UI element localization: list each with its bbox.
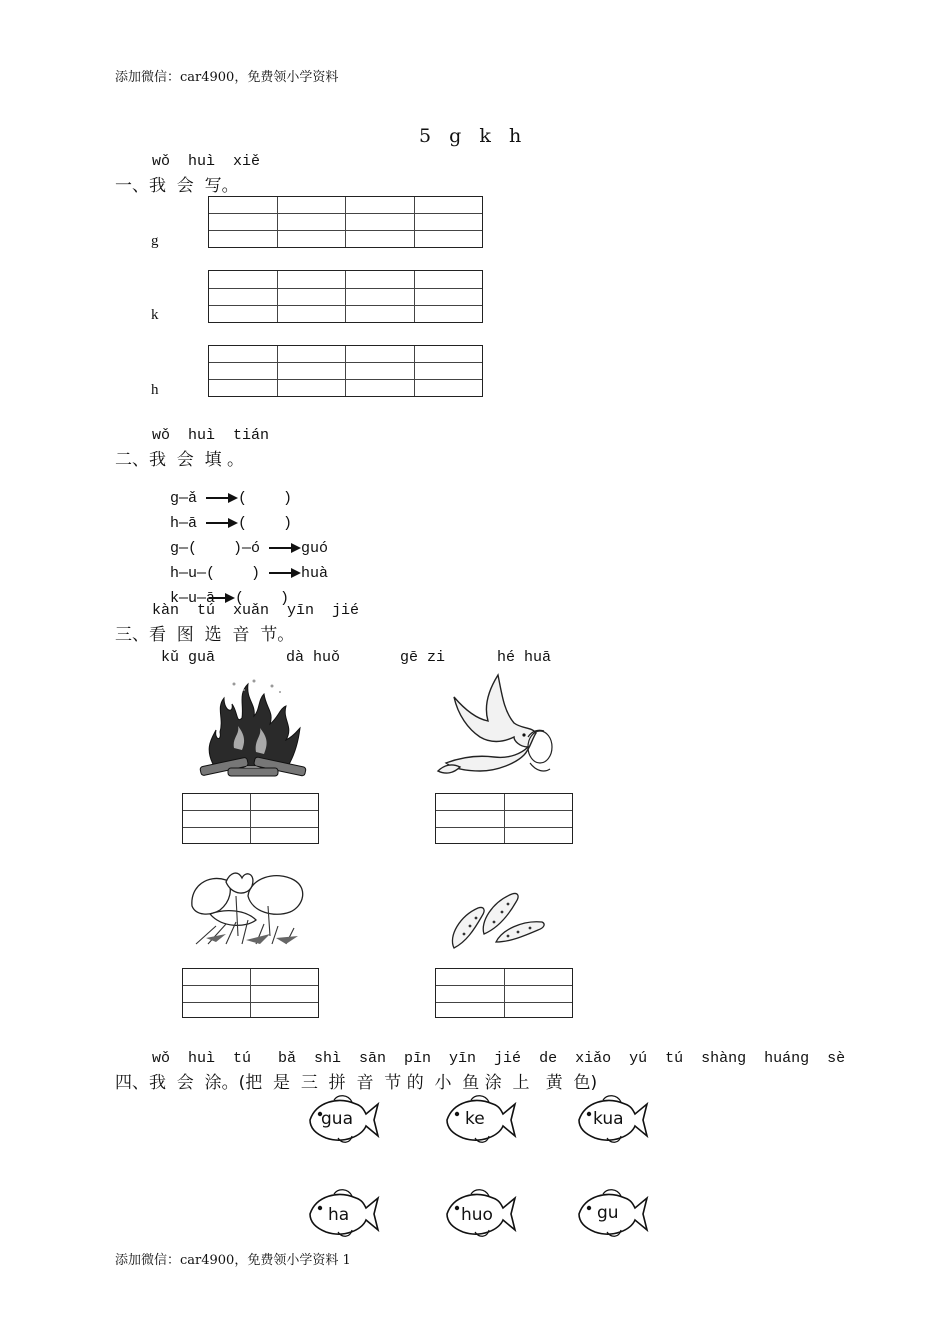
fish-gu[interactable] — [573, 1186, 651, 1240]
section2-pinyin: wǒ huì tián — [152, 427, 270, 444]
fill-row-3-left[interactable]: g—( )—ó — [170, 540, 261, 557]
writing-grid-g[interactable] — [208, 196, 483, 248]
letter-h: h — [151, 382, 159, 398]
fish-ha[interactable] — [304, 1186, 382, 1240]
letter-k: k — [151, 307, 159, 323]
fill-row-2-left: h—ā — [170, 515, 207, 532]
option-he-hua: hé huā — [497, 649, 552, 666]
fish-huo[interactable] — [441, 1186, 519, 1240]
header-watermark: 添加微信：car4900，免费领小学资料 — [115, 70, 339, 85]
fish-kua[interactable] — [573, 1092, 651, 1146]
footer-watermark: 添加微信：car4900，免费领小学资料 1 — [115, 1253, 351, 1268]
fish-label: ha — [328, 1205, 350, 1225]
page-title: 5 g k h — [419, 125, 524, 147]
fish-gua[interactable] — [304, 1092, 382, 1146]
section1-pinyin: wǒ huì xiě — [152, 153, 261, 170]
option-da-huo: dà huǒ — [286, 649, 341, 666]
answer-grid-lotus[interactable] — [182, 968, 319, 1018]
option-ge-zi: gē zi — [400, 649, 446, 666]
answer-grid-fire[interactable] — [182, 793, 319, 844]
section4-heading: 四、我 会 涂。(把 是 三 拼 音 节 的 小 鱼 涂 上 黄 色) — [115, 1073, 598, 1093]
answer-blank[interactable]: ( ) — [238, 490, 293, 507]
fish-label: huo — [461, 1205, 493, 1225]
answer-blank[interactable]: ( ) — [238, 515, 293, 532]
answer-grid-bitter-melon[interactable] — [435, 968, 573, 1018]
letter-g: g — [151, 233, 159, 249]
section3-heading: 三、看 图 选 音 节。 — [115, 625, 295, 645]
section1-heading: 一、我 会 写。 — [115, 176, 239, 196]
bitter-melon-picture — [446, 886, 548, 954]
writing-grid-h[interactable] — [208, 345, 483, 397]
fish-label: kua — [593, 1109, 624, 1129]
fill-row-5-left: k—u—ā — [170, 590, 216, 607]
section3-pinyin: kàn tú xuǎn yīn jié — [152, 602, 360, 619]
answer-blank[interactable]: ( ) — [235, 590, 290, 607]
fire-picture — [194, 678, 312, 786]
fill-row-4-result: huà — [301, 565, 329, 582]
option-ku-gua: kǔ guā — [161, 649, 216, 666]
fill-row-4-left[interactable]: h—u—( ) — [170, 565, 261, 582]
fish-label: gu — [597, 1203, 619, 1223]
writing-grid-k[interactable] — [208, 270, 483, 323]
fill-row-3-result: guó — [301, 540, 329, 557]
dove-picture — [432, 667, 560, 789]
lotus-picture — [186, 866, 310, 948]
fish-ke[interactable] — [441, 1092, 519, 1146]
fish-label: ke — [465, 1109, 485, 1129]
section4-pinyin: wǒ huì tú bǎ shì sān pīn yīn jié de xiǎo yú tú shàng huáng sè — [152, 1050, 846, 1067]
fill-row-1-left: g—ǎ — [170, 490, 207, 507]
fish-label: gua — [321, 1109, 353, 1129]
answer-grid-dove[interactable] — [435, 793, 573, 844]
section2-heading: 二、我 会 填 。 — [115, 450, 245, 470]
